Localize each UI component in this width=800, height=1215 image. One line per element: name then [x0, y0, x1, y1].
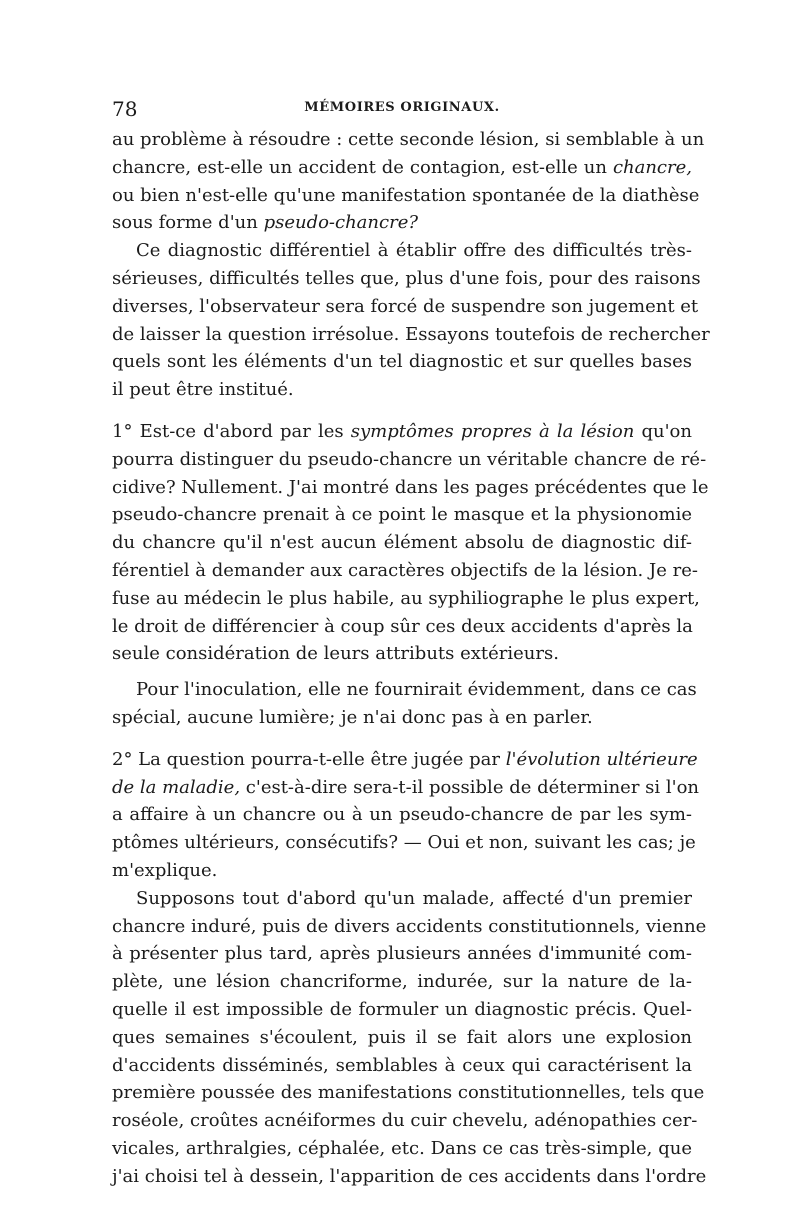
text-run: roséole, croûtes acnéiformes du cuir chevelu, adénopathies cer-: [112, 1110, 698, 1132]
text-run: sous forme d'un: [112, 212, 264, 234]
text-run: pseudo-chancre prenait à ce point le masque et la physionomie: [112, 504, 692, 526]
text-line: [112, 913, 707, 941]
text-run: d'accidents disséminés, semblables à ceux qui caractérisent la: [112, 1054, 692, 1076]
text-line: [112, 376, 692, 404]
text-line: [112, 446, 707, 474]
paragraph-gap: [112, 404, 692, 418]
paragraph-gap: [112, 668, 692, 676]
text-line: [112, 348, 692, 376]
text-run: j'ai choisi tel à dessein, l'apparition de ces accidents dans l'ordre: [112, 1165, 707, 1187]
body-text: [112, 126, 710, 1190]
text-run: à présenter plus tard, après plusieurs années d'immunité com-: [112, 943, 692, 965]
text-line: [112, 557, 698, 585]
text-run: chancre induré, puis de divers accidents constitutionnels, vienne: [112, 915, 707, 937]
text-run: sérieuses, difficultés telles que, plus d'une fois, pour des raisons: [112, 267, 701, 289]
text-line: [112, 474, 709, 502]
italic-run: pseudo-chancre?: [263, 212, 418, 234]
text-run: de laisser la question irrésolue. Essayons toutefois de rechercher: [112, 323, 710, 345]
text-line: [112, 613, 692, 641]
text-run: férentiel à demander aux caractères objectifs de la lésion. Je re-: [112, 559, 698, 581]
text-line: [112, 1135, 692, 1163]
text-run: a affaire à un chancre ou à un pseudo-chancre de par les sym-: [112, 804, 692, 826]
text-run: 2° La question pourra-t-elle être jugée par: [112, 748, 506, 770]
page-number: 78: [112, 97, 138, 121]
text-run: cidive? Nullement. J'ai montré dans les pages précédentes que le: [112, 476, 709, 498]
text-run: c'est-à-dire sera-t-il possible de déterminer si l'on: [240, 776, 700, 798]
text-run: Ce diagnostic différentiel à établir offre des difficultés très-: [136, 240, 692, 262]
text-line: [112, 774, 700, 802]
text-run: au problème à résoudre : cette seconde lésion, si semblable à un: [112, 129, 705, 150]
paragraph: [112, 676, 697, 732]
text-line: [112, 126, 705, 154]
text-line: [112, 418, 692, 446]
text-line: [112, 676, 697, 704]
text-line: [112, 321, 710, 349]
text-line: [112, 940, 692, 968]
running-title: MÉMOIRES ORIGINAUX.: [304, 100, 500, 115]
text-run: ou bien n'est-elle qu'une manifestation spontanée de la diathèse: [112, 184, 700, 206]
text-line: [112, 885, 692, 913]
text-run: seule considération de leurs attributs extérieurs.: [112, 643, 559, 665]
paragraph: [112, 885, 707, 1191]
text-run: vicales, arthralgies, céphalée, etc. Dans ce cas très-simple, que: [112, 1137, 692, 1159]
paragraph: [112, 126, 705, 237]
text-run: 1° Est-ce d'abord par les: [112, 420, 351, 442]
text-run: qu'on: [634, 420, 692, 442]
text-line: [112, 529, 692, 557]
text-run: plète, une lésion chancriforme, indurée, sur la nature de la-: [112, 971, 692, 993]
paragraph-gap: [112, 732, 692, 746]
text-run: pourra distinguer du pseudo-chancre un véritable chancre de ré-: [112, 448, 707, 470]
text-run: Supposons tout d'abord qu'un malade, affecté d'un premier: [136, 887, 692, 909]
italic-run: symptômes propres à la lésion: [350, 420, 635, 442]
text-line: [112, 968, 692, 996]
text-run: il peut être institué.: [112, 379, 294, 401]
book-page: [112, 96, 710, 1190]
text-line: [112, 640, 692, 668]
text-run: quels sont les éléments d'un tel diagnostic et sur quelles bases: [112, 351, 692, 373]
text-run: première poussée des manifestations constitutionnelles, tels que: [112, 1082, 705, 1104]
text-run: le droit de différencier à coup sûr ces deux accidents d'après la: [112, 615, 693, 637]
text-line: [112, 182, 700, 210]
text-run: spécial, aucune lumière; je n'ai donc pas à en parler.: [112, 706, 593, 728]
paragraph: [112, 237, 710, 404]
text-line: [112, 1052, 692, 1080]
text-line: [112, 585, 700, 613]
text-run: m'explique.: [112, 859, 218, 881]
italic-run: de la maladie,: [112, 776, 241, 798]
text-run: quelle il est impossible de formuler un diagnostic précis. Quel-: [112, 998, 692, 1020]
text-line: [112, 293, 699, 321]
text-run: diverses, l'observateur sera forcé de suspendre son jugement et: [112, 295, 699, 317]
paragraph: [112, 746, 700, 885]
text-line: [112, 801, 692, 829]
text-line: [112, 209, 692, 237]
text-line: [112, 237, 692, 265]
text-line: [112, 1163, 707, 1191]
text-line: [112, 265, 701, 293]
paragraph: [112, 418, 709, 668]
text-line: [112, 857, 692, 885]
text-line: [112, 154, 692, 182]
text-line: [112, 1079, 705, 1107]
running-head: [112, 96, 692, 122]
text-line: [112, 829, 696, 857]
text-run: Pour l'inoculation, elle ne fournirait évidemment, dans ce cas: [136, 679, 697, 701]
text-run: fuse au médecin le plus habile, au syphiliographe le plus expert,: [112, 587, 700, 609]
text-run: ptômes ultérieurs, consécutifs? — Oui et non, suivant les cas; je: [112, 832, 696, 854]
italic-run: chancre,: [612, 156, 692, 178]
text-line: [112, 996, 692, 1024]
text-run: chancre, est-elle un accident de contagion, est-elle un: [112, 156, 613, 178]
text-line: [112, 501, 692, 529]
text-run: ques semaines s'écoulent, puis il se fait alors une explosion: [112, 1026, 692, 1048]
text-line: [112, 704, 692, 732]
text-line: [112, 1107, 698, 1135]
italic-run: l'évolution ultérieure: [505, 748, 698, 770]
text-line: [112, 1024, 692, 1052]
text-line: [112, 746, 698, 774]
text-run: du chancre qu'il n'est aucun élément absolu de diagnostic dif-: [112, 532, 692, 554]
